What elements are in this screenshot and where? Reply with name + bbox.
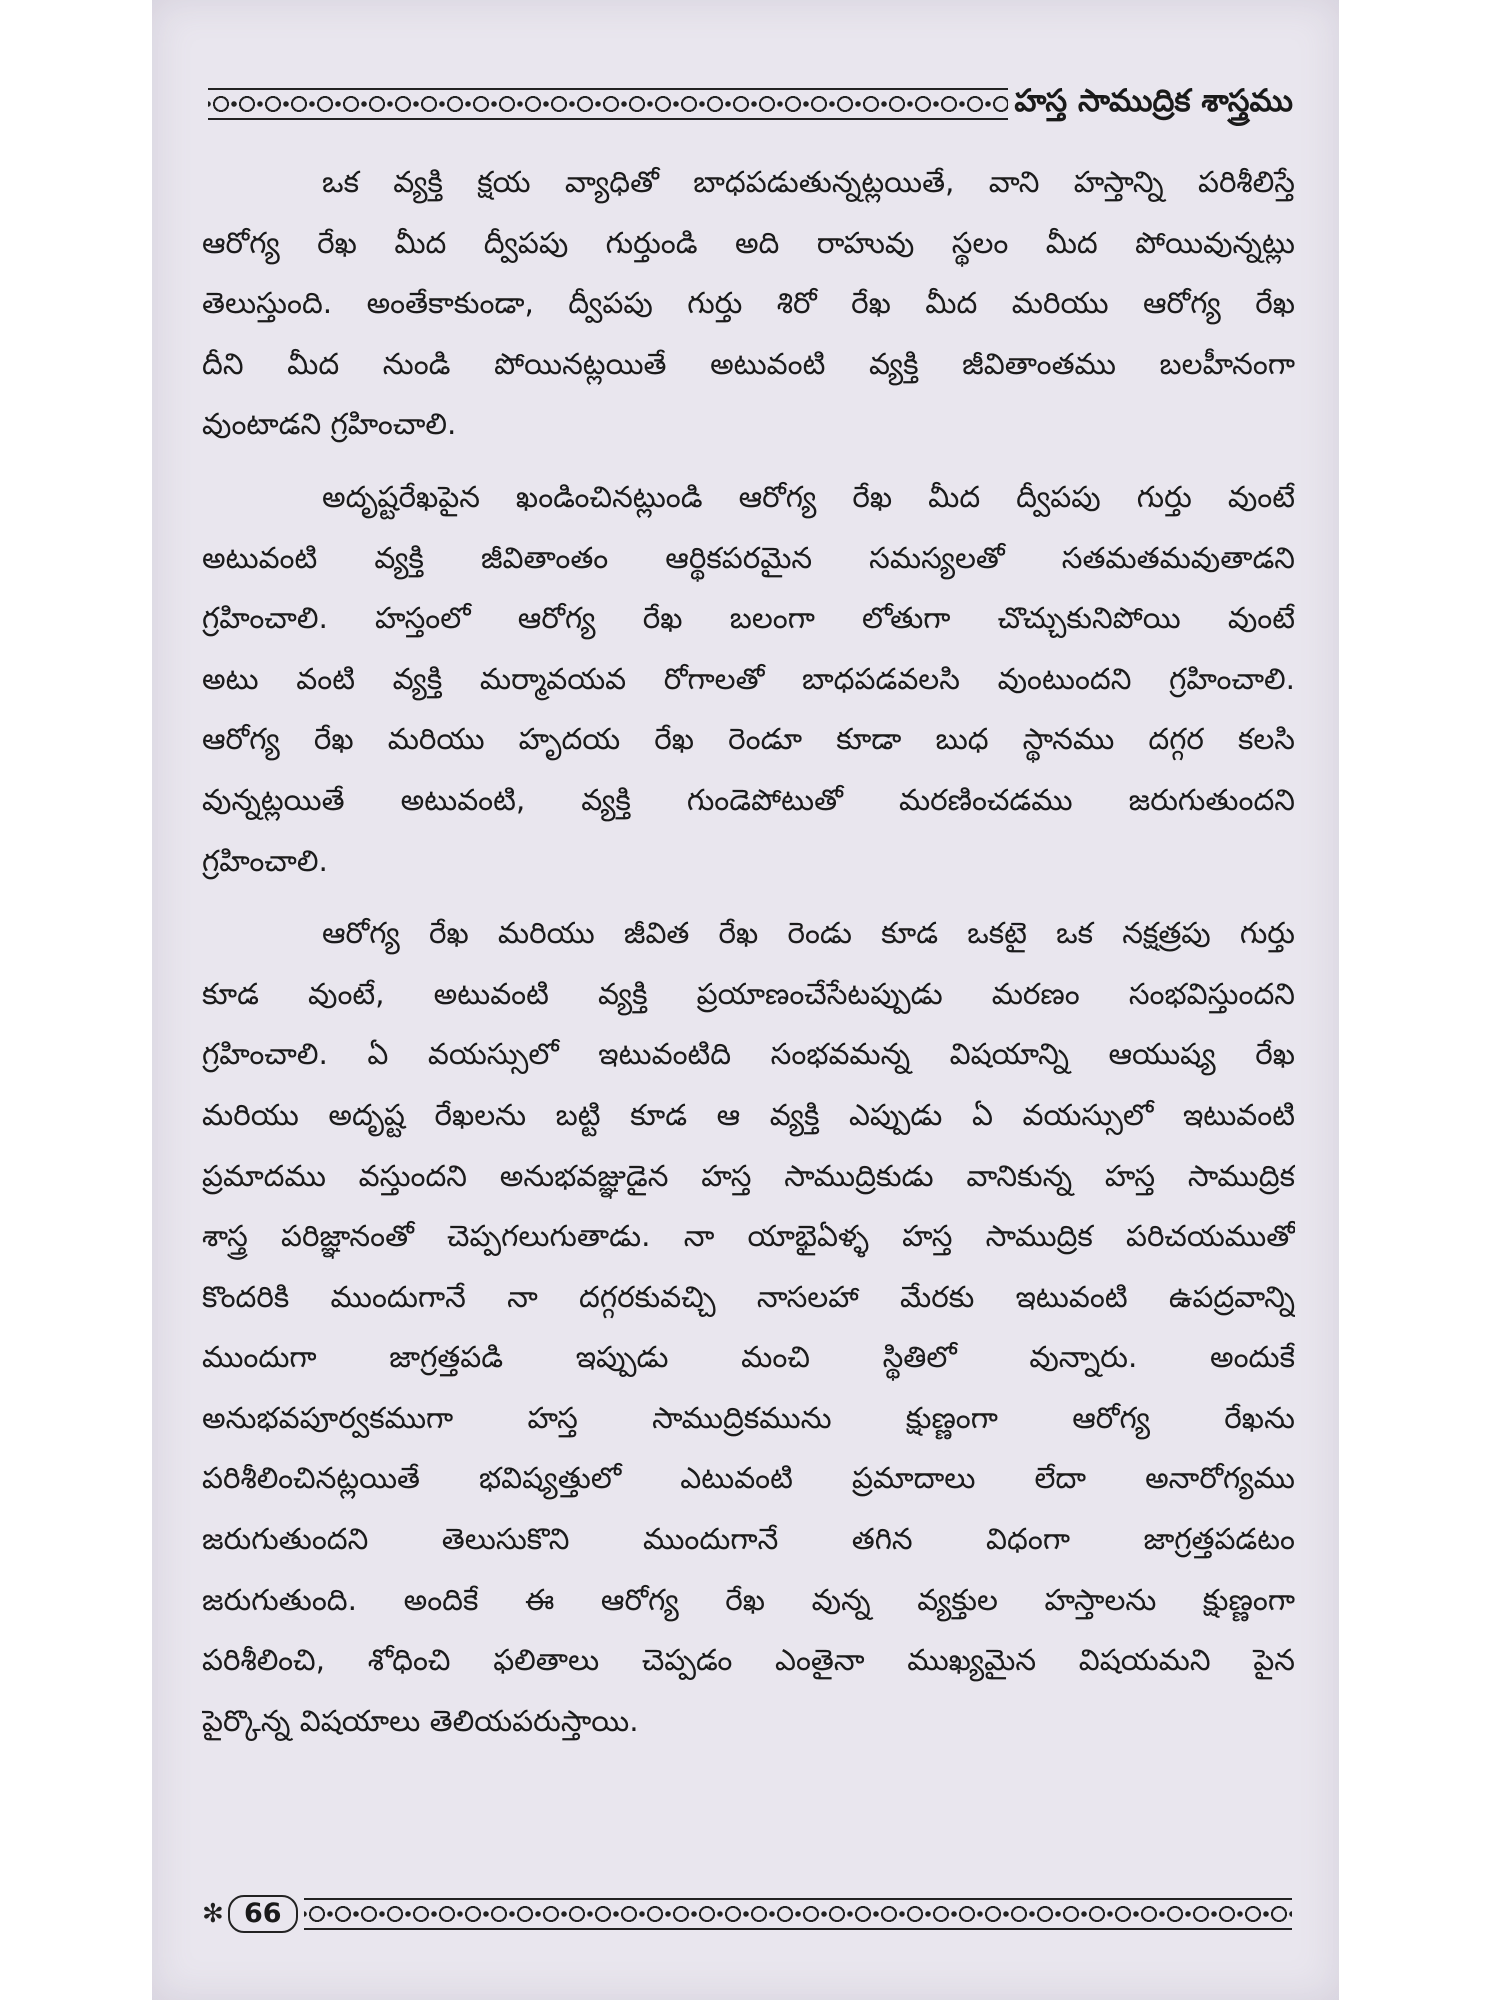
text-line: గ్రహించాలి. ఏ వయస్సులో ఇటువంటిది సంభవమన్న విషయాన్ని ఆయుష్య రేఖ	[202, 1037, 1295, 1072]
page-footer	[202, 1894, 1292, 1934]
text-line: ముందుగా జాగ్రత్తపడి ఇప్పుడు మంచి స్థితిలో వున్నారు. అందుకే	[202, 1340, 1295, 1375]
page-header	[208, 82, 1293, 122]
text-line: ఆరోగ్య రేఖ మీద ద్వీపపు గుర్తుండి అది రాహువు స్థలం మీద పోయివున్నట్లు	[202, 225, 1295, 260]
text-line: కూడ వుంటే, అటువంటి వ్యక్తి ప్రయాణంచేసేటప్పుడు మరణం సంభవిస్తుందని	[202, 976, 1295, 1011]
paragraph-2	[202, 467, 1295, 891]
text-line: అటువంటి వ్యక్తి జీవితాంతం ఆర్థికపరమైన సమస్యలతో సతమతమవుతాడని	[202, 540, 1295, 575]
text-line: ఆరోగ్య రేఖ మరియు హృదయ రేఖ రెండూ కూడా బుధ స్థానము దగ్గర కలసి	[202, 722, 1295, 757]
paragraph-1	[202, 152, 1295, 455]
text-line: పైర్కొన్న విషయాలు తెలియపరుస్తాయి.	[202, 1703, 639, 1738]
star-ornament-icon: ✻	[202, 1899, 224, 1929]
text-line: అదృష్టరేఖపైన ఖండించినట్లుండి ఆరోగ్య రేఖ మీద ద్వీపపు గుర్తు వుంటే	[322, 479, 1295, 514]
text-line: పరిశీలించి, శోధించి ఫలితాలు చెప్పడం ఎంతైనా ముఖ్యమైన విషయమని పైన	[202, 1643, 1295, 1678]
text-line: పరిశీలించినట్లయితే భవిష్యత్తులో ఎటువంటి ప్రమాదాలు లేదా అనారోగ్యము	[202, 1461, 1295, 1496]
footer-ornament	[304, 1898, 1292, 1930]
text-line: గ్రహించాలి. హస్తంలో ఆరోగ్య రేఖ బలంగా లోతుగా చొచ్చుకునిపోయి వుంటే	[202, 601, 1295, 636]
text-line: అటు వంటి వ్యక్తి మర్మావయవ రోగాలతో బాధపడవలసి వుంటుందని గ్రహించాలి.	[202, 661, 1295, 696]
text-line: దీని మీద నుండి పోయినట్లయితే అటువంటి వ్యక్తి జీవితాంతము బలహీనంగా	[202, 346, 1295, 381]
text-line: ఆరోగ్య రేఖ మరియు జీవిత రేఖ రెండు కూడ ఒకటై ఒక నక్షత్రపు గుర్తు	[322, 916, 1295, 951]
book-page	[152, 0, 1339, 2000]
text-line: వుంటాడని గ్రహించాలి.	[202, 407, 457, 442]
text-line: తెలుస్తుంది. అంతేకాకుండా, ద్వీపపు గుర్తు శిరో రేఖ మీద మరియు ఆరోగ్య రేఖ	[202, 286, 1295, 321]
text-line: మరియు అదృష్ట రేఖలను బట్టి కూడ ఆ వ్యక్తి ఎప్పుడు ఏ వయస్సులో ఇటువంటి	[202, 1097, 1295, 1132]
running-title: హస్త సాముద్రిక శాస్త్రము	[1014, 82, 1293, 119]
text-line: జరుగుతుందని తెలుసుకొని ముందుగానే తగిన విధంగా జాగ్రత్తపడటం	[202, 1522, 1295, 1557]
text-line: అనుభవపూర్వకముగా హస్త సాముద్రికమును క్షుణ్ణంగా ఆరోగ్య రేఖను	[202, 1400, 1295, 1435]
text-line: వున్నట్లయితే అటువంటి, వ్యక్తి గుండెపోటుతో మరణించడము జరుగుతుందని	[202, 782, 1295, 817]
text-line: జరుగుతుంది. అందికే ఈ ఆరోగ్య రేఖ వున్న వ్యక్తుల హస్తాలను క్షుణ్ణంగా	[202, 1582, 1295, 1617]
text-line: శాస్త్ర పరిజ్ఞానంతో చెప్పగలుగుతాడు. నా యాభైఏళ్ళ హస్త సాముద్రిక పరిచయముతో	[202, 1219, 1295, 1254]
page-body	[202, 152, 1295, 1763]
text-line: ప్రమాదము వస్తుందని అనుభవజ్ఞుడైన హస్త సాముద్రికుడు వానికున్న హస్త సాముద్రిక	[202, 1158, 1295, 1193]
text-line: గ్రహించాలి.	[202, 843, 328, 878]
header-ornament	[208, 88, 1008, 120]
text-line: కొందరికి ముందుగానే నా దగ్గరకువచ్చి నాసలహా మేరకు ఇటువంటి ఉపద్రవాన్ని	[202, 1279, 1295, 1314]
page-number: 66	[228, 1895, 298, 1933]
text-line: ఒక వ్యక్తి క్షయ వ్యాధితో బాధపడుతున్నట్లయితే, వాని హస్తాన్ని పరిశీలిస్తే	[322, 165, 1295, 199]
paragraph-3	[202, 903, 1295, 1751]
